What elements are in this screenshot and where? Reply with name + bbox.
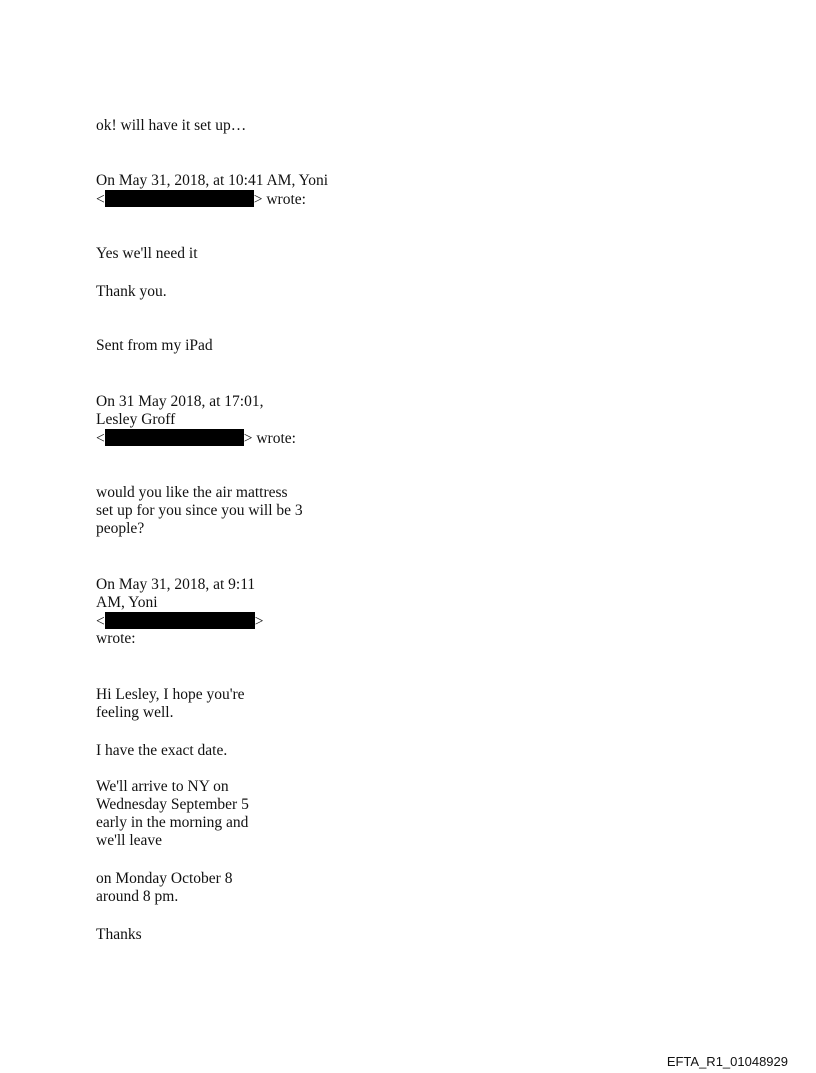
message-text: around 8 pm. <box>96 888 179 905</box>
wrote-text: > wrote: <box>253 191 306 208</box>
redaction-bar <box>105 429 244 446</box>
document-id: EFTA_R1_01048929 <box>666 1054 788 1069</box>
quote-email-line-q3 <box>96 612 264 631</box>
message-text: set up for you since you will be 3 <box>96 502 303 519</box>
wrote-text: wrote: <box>96 630 136 647</box>
message-text: early in the morning and <box>96 814 249 831</box>
redaction-bar <box>105 612 255 629</box>
message-text: I have the exact date. <box>96 742 228 759</box>
lt-sign: < <box>96 191 105 208</box>
quote-header-q2-name: Lesley Groff <box>96 411 176 428</box>
quote-email-line-q2 <box>96 429 296 448</box>
message-text: Yes we'll need it <box>96 245 198 262</box>
quote-email-line-q1 <box>96 190 306 209</box>
message-text: on Monday October 8 <box>96 870 233 887</box>
message-text: feeling well. <box>96 704 174 721</box>
message-text: Hi Lesley, I hope you're <box>96 686 245 703</box>
message-text: Thank you. <box>96 283 167 300</box>
lt-sign: < <box>96 613 105 630</box>
message-text: people? <box>96 520 145 537</box>
wrote-text: > wrote: <box>243 430 296 447</box>
message-text: Wednesday September 5 <box>96 796 249 813</box>
quote-header-q3: On May 31, 2018, at 9:11 <box>96 576 256 593</box>
lt-sign: < <box>96 430 105 447</box>
quote-header-q3-name: AM, Yoni <box>96 594 158 611</box>
redaction-bar <box>105 190 254 207</box>
gt-sign: > <box>254 613 264 630</box>
message-text: we'll leave <box>96 832 163 849</box>
message-text: We'll arrive to NY on <box>96 778 229 795</box>
quote-header-q2: On 31 May 2018, at 17:01, <box>96 393 264 410</box>
message-text: Thanks <box>96 926 142 943</box>
reply-text-m1: ok! will have it set up… <box>96 117 247 134</box>
signature-text: Sent from my iPad <box>96 337 213 354</box>
quote-header-q1: On May 31, 2018, at 10:41 AM, Yoni <box>96 172 329 189</box>
message-text: would you like the air mattress <box>96 484 288 501</box>
